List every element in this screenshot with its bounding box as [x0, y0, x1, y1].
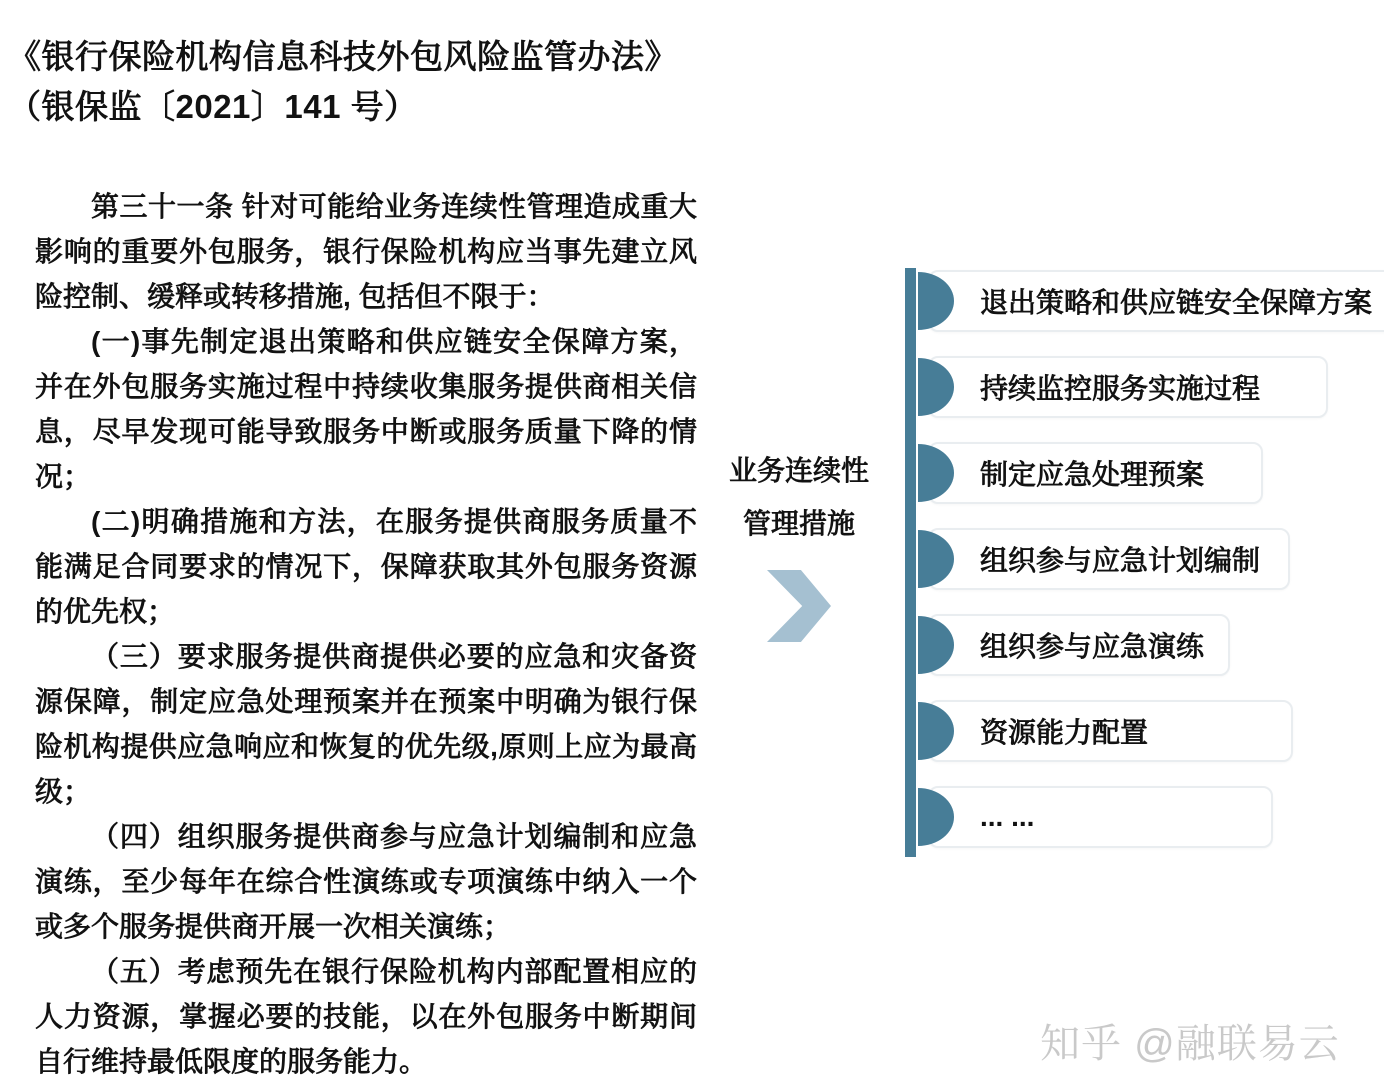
measure-card	[928, 700, 1293, 762]
article-paragraph: （三）要求服务提供商提供必要的应急和灾备资源保障，制定应急处理预案并在预案中明确为银行保险机构提供应急响应和恢复的优先级,原则上应为最高级；	[35, 641, 697, 807]
measure-card	[928, 528, 1290, 590]
measure-label: ... ...	[980, 801, 1035, 832]
measure-card	[928, 356, 1328, 418]
watermark: 知乎 @融联易云	[1040, 1022, 1340, 1066]
article-text	[35, 184, 697, 1084]
measure-label: 退出策略和供应链安全保障方案	[980, 287, 1373, 318]
article-paragraph: 第三十一条 针对可能给业务连续性管理造成重大影响的重要外包服务，银行保险机构应当事先建立风险控制、缓释或转移措施, 包括但不限于：	[35, 191, 697, 312]
measure-label: 资源能力配置	[980, 717, 1149, 748]
measure-card	[928, 614, 1230, 676]
doc-title-line2: （银保监〔2021〕141 号）	[8, 88, 418, 125]
measure-label: 持续监控服务实施过程	[980, 373, 1261, 404]
measure-card	[928, 442, 1263, 504]
measures-accent-bar	[905, 268, 916, 857]
measure-card	[928, 786, 1273, 848]
connector-label-line2: 管理措施	[742, 508, 855, 539]
article-paragraph: (二)明确措施和方法，在服务提供商服务质量不能满足合同要求的情况下，保障获取其外包服务资源的优先权；	[35, 506, 697, 627]
connector-label	[724, 444, 874, 550]
measure-card	[928, 270, 1384, 332]
article-paragraph: （四）组织服务提供商参与应急计划编制和应急演练，至少每年在综合性演练或专项演练中纳入一个或多个服务提供商开展一次相关演练；	[35, 821, 697, 942]
connector-label-line1: 业务连续性	[728, 455, 869, 486]
article-paragraph: （五）考虑预先在银行保险机构内部配置相应的人力资源，掌握必要的技能，以在外包服务中断期间自行维持最低限度的服务能力。	[35, 956, 697, 1077]
article-paragraph: (一)事先制定退出策略和供应链安全保障方案，并在外包服务实施过程中持续收集服务提供商相关信息，尽早发现可能导致服务中断或服务质量下降的情况；	[35, 326, 697, 492]
doc-title-line1: 《银行保险机构信息科技外包风险监管办法》	[8, 38, 678, 75]
connector	[724, 444, 874, 642]
measure-label: 制定应急处理预案	[980, 459, 1205, 490]
chevron-right-icon	[767, 570, 831, 642]
measure-label: 组织参与应急演练	[980, 631, 1205, 662]
doc-title	[8, 32, 678, 132]
measure-label: 组织参与应急计划编制	[980, 545, 1261, 576]
